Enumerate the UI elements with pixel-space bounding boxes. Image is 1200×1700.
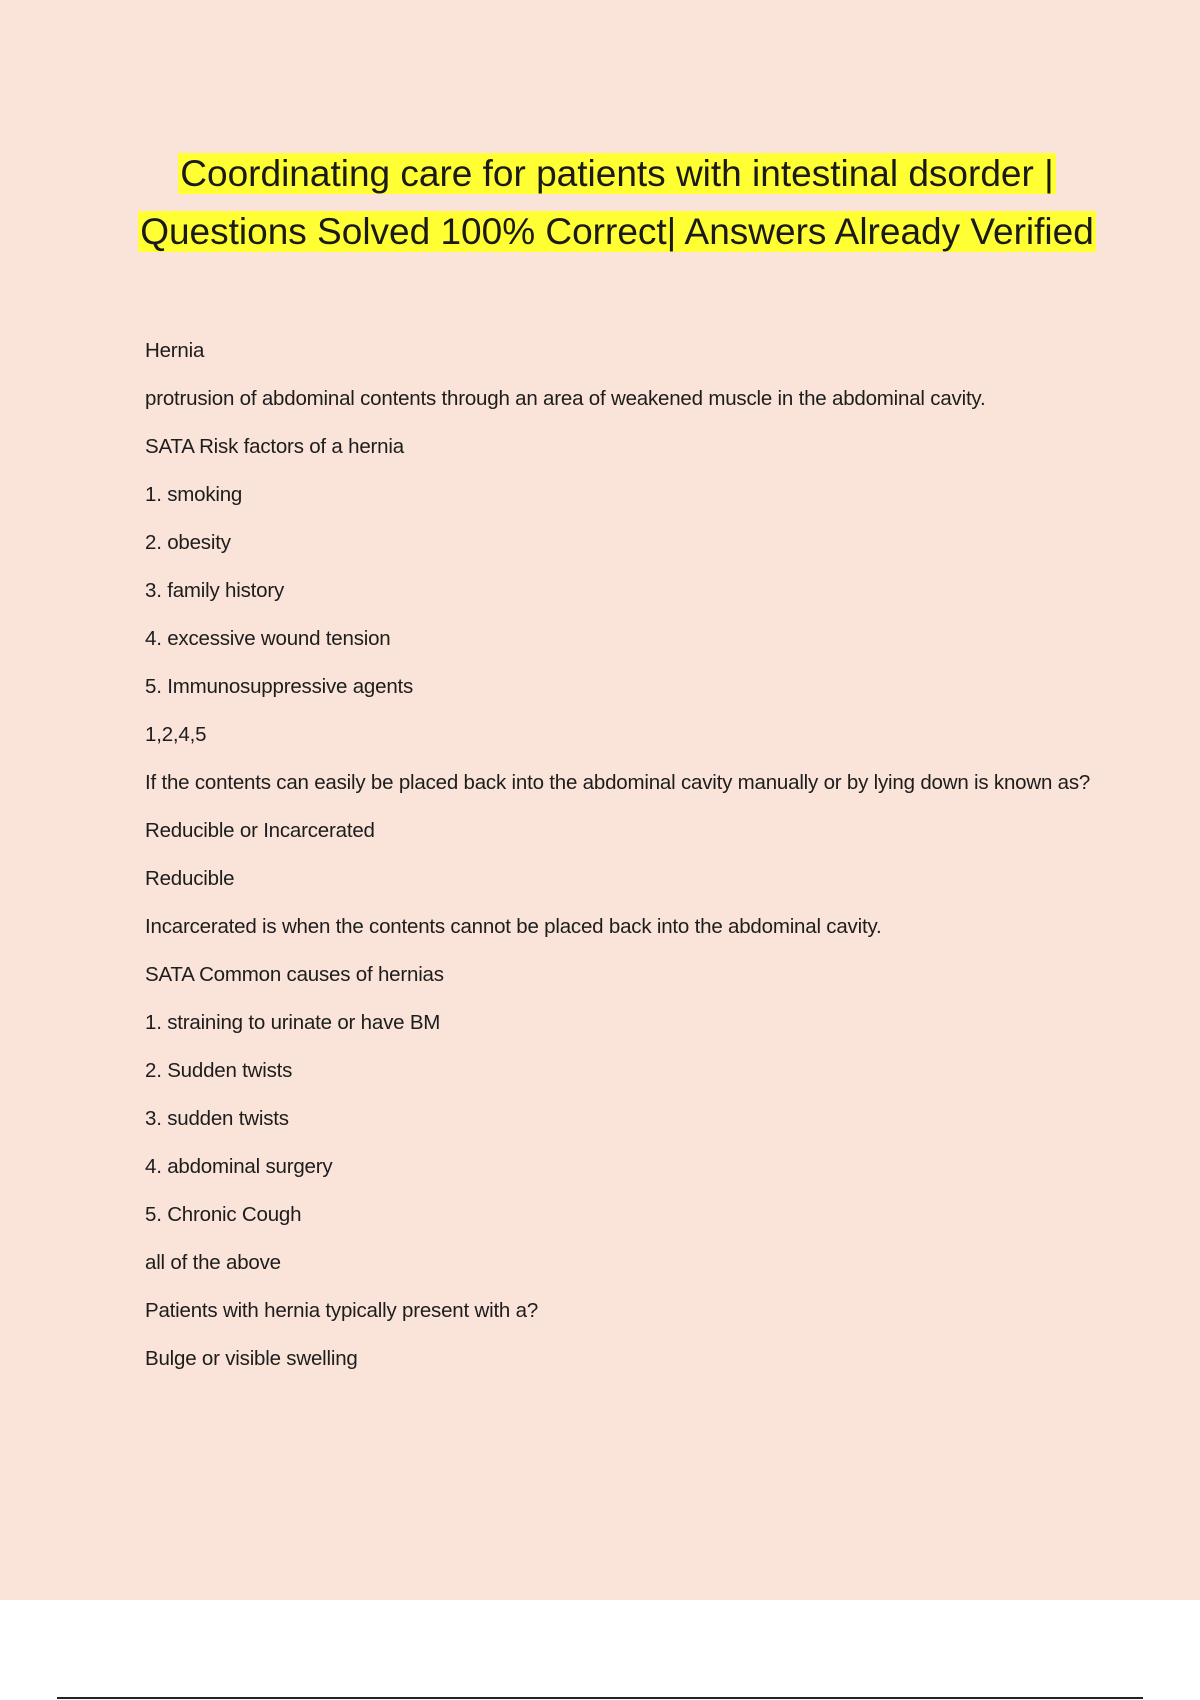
list-item: 4. excessive wound tension [145,627,391,650]
list-item: 1. straining to urinate or have BM [145,1011,441,1034]
answer-reducible: Reducible [145,867,235,890]
options-reducible: Reducible or Incarcerated [145,819,375,842]
document-title [100,145,1134,261]
list-item: 2. obesity [145,531,231,554]
footer-divider [57,1697,1143,1699]
question-risk-factors: SATA Risk factors of a hernia [145,435,404,458]
question-common-causes: SATA Common causes of hernias [145,963,444,986]
list-item: 2. Sudden twists [145,1059,293,1082]
list-item: 3. sudden twists [145,1107,289,1130]
list-item: 5. Immunosuppressive agents [145,675,414,698]
list-item: 1. smoking [145,483,243,506]
question-presentation: Patients with hernia typically present with a? [145,1299,539,1322]
list-item: 3. family history [145,579,284,602]
document-body [145,335,1095,1391]
answer-presentation: Bulge or visible swelling [145,1347,358,1370]
question-reducible: If the contents can easily be placed back into the abdominal cavity manually or by lying down is known as? [145,771,1091,794]
list-item: 5. Chronic Cough [145,1203,302,1226]
answer-risk-factors: 1,2,4,5 [145,723,207,746]
answer-common-causes: all of the above [145,1251,281,1274]
term-hernia: Hernia [145,339,205,362]
explanation-incarcerated: Incarcerated is when the contents cannot be placed back into the abdominal cavity. [145,915,882,938]
list-item: 4. abdominal surgery [145,1155,333,1178]
document-title-text: Coordinating care for patients with intestinal dsorder | Questions Solved 100% Correct| Answers Already Verified [140,153,1094,252]
definition-hernia: protrusion of abdominal contents through an area of weakened muscle in the abdominal cavity. [145,387,986,410]
